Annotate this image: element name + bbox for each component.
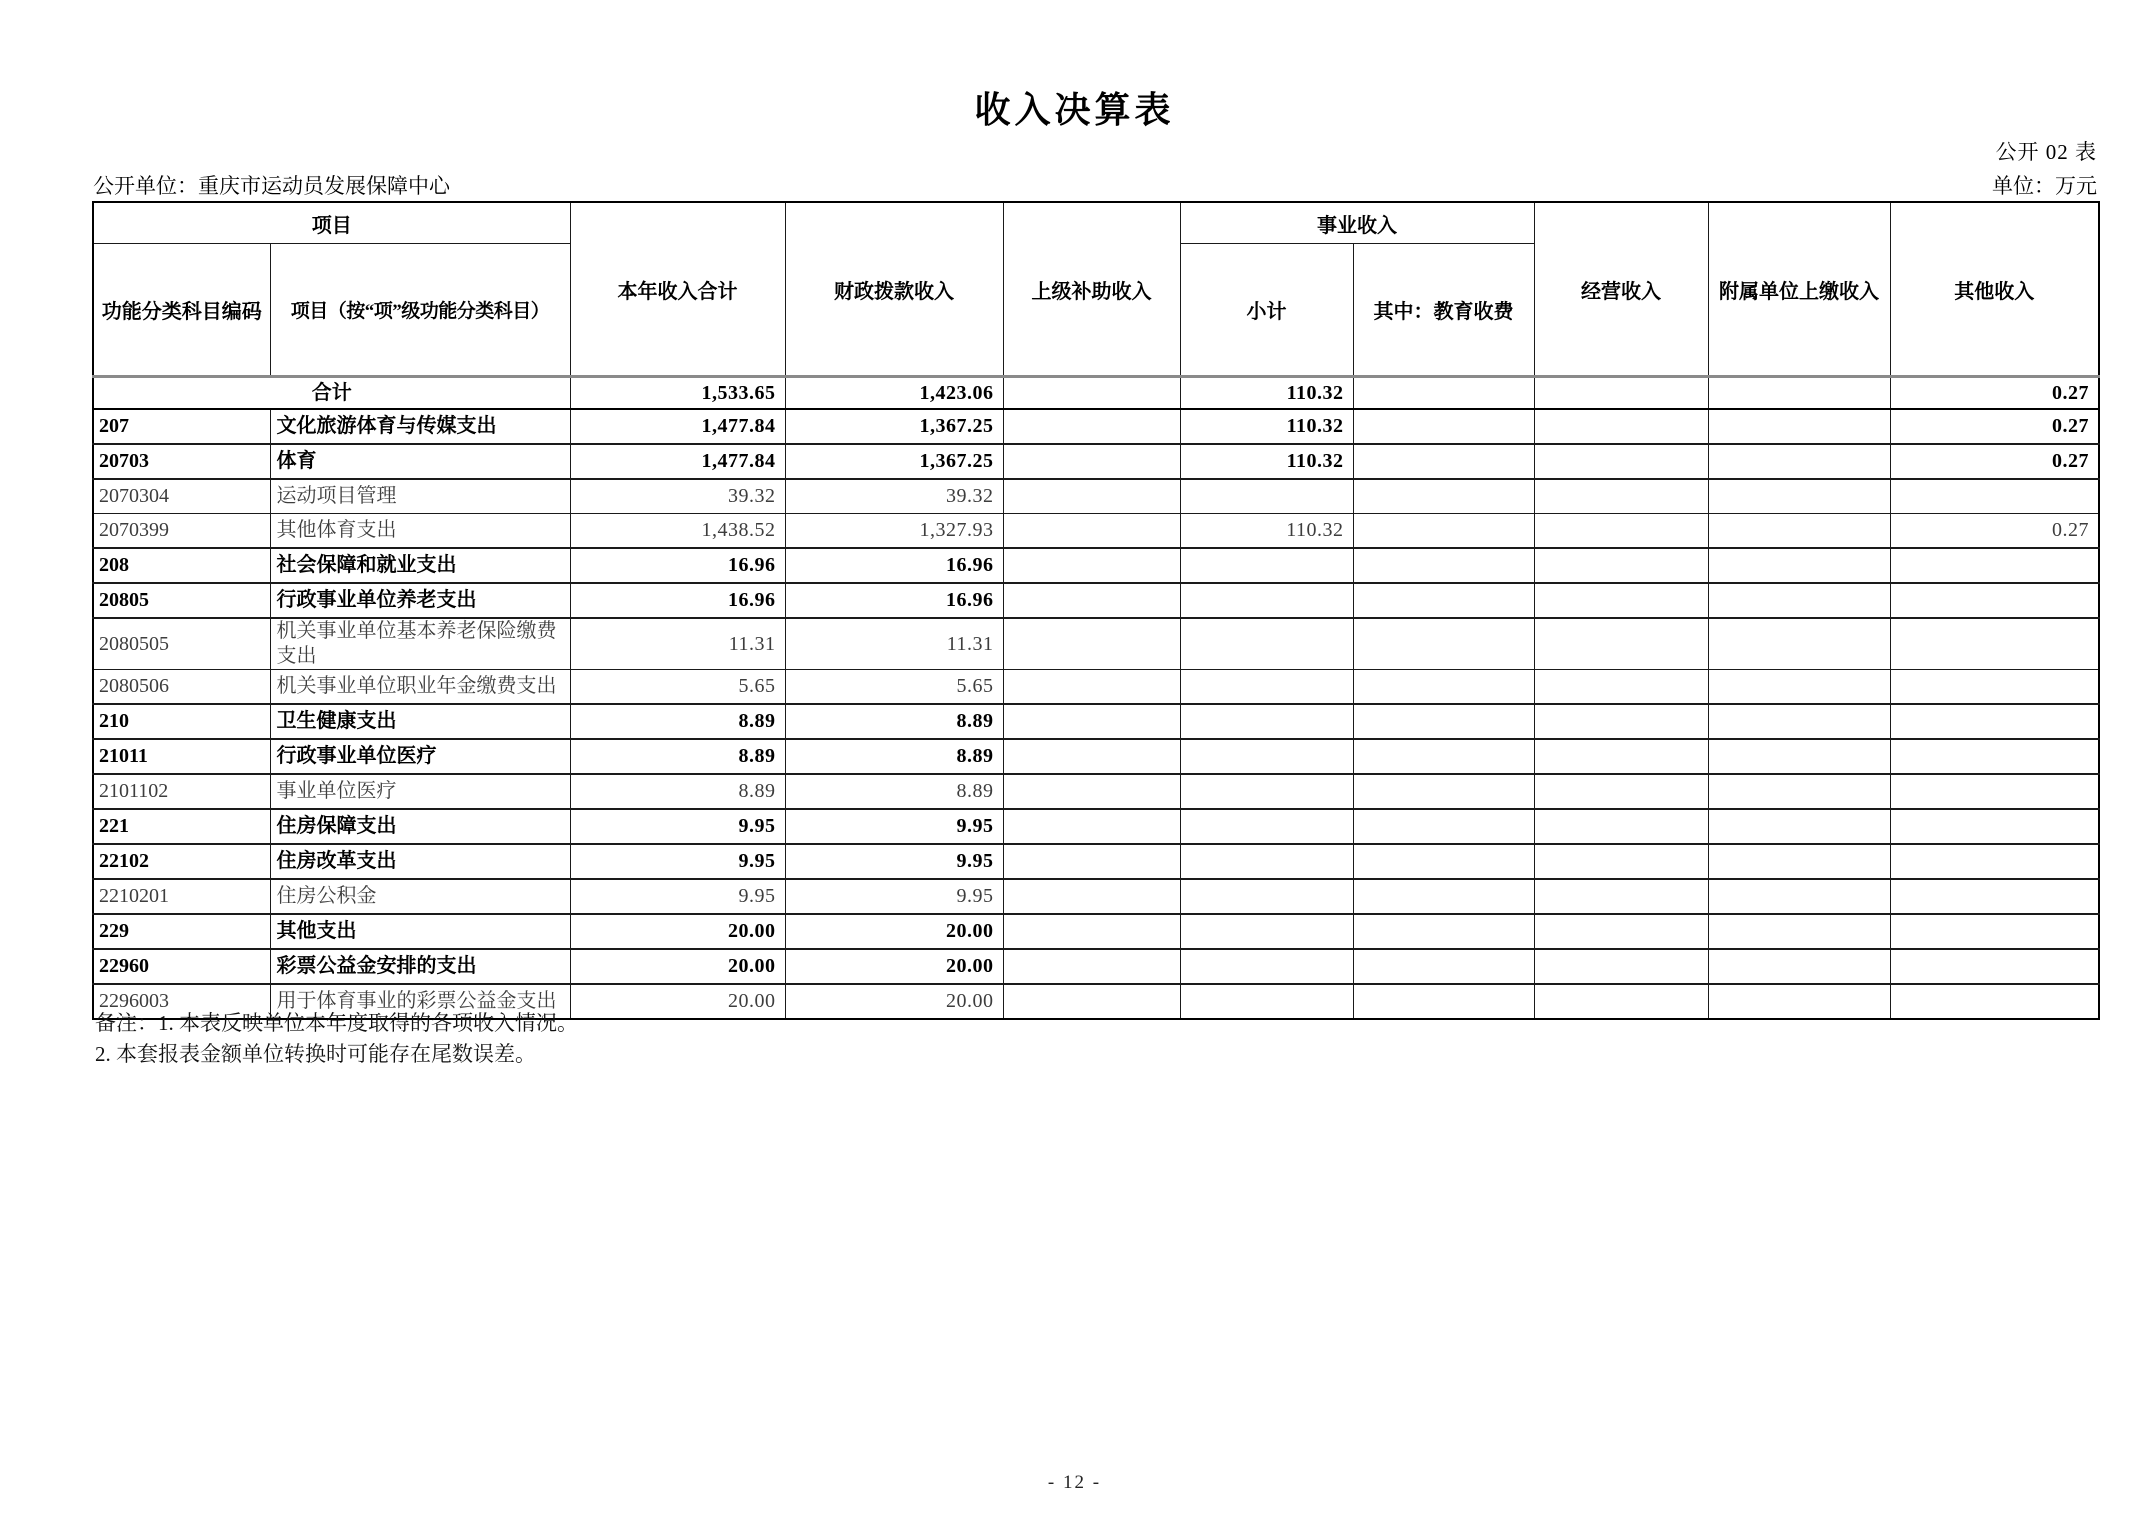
table-row: [93, 583, 2099, 618]
row-value: [1353, 704, 1534, 739]
row-value: [1180, 548, 1353, 583]
row-value: [1180, 914, 1353, 949]
row-value: [1003, 409, 1180, 444]
row-value: [1708, 949, 1890, 984]
row-value: [1003, 914, 1180, 949]
row-item: 机关事业单位职业年金缴费支出: [270, 670, 570, 705]
row-value: 5.65: [785, 670, 1003, 705]
row-value: 1,477.84: [570, 444, 785, 479]
row-value: [1534, 774, 1708, 809]
row-value: [1353, 844, 1534, 879]
row-value: [1003, 479, 1180, 514]
row-value: [1180, 739, 1353, 774]
row-value: [1180, 670, 1353, 705]
table-row: [93, 618, 2099, 670]
row-value: [1353, 583, 1534, 618]
header-function-code: 功能分类科目编码: [93, 244, 270, 377]
row-value: 20.00: [570, 984, 785, 1019]
row-item: 机关事业单位基本养老保险缴费支出: [270, 618, 570, 670]
row-value: [1003, 879, 1180, 914]
row-code: 21011: [93, 739, 270, 774]
row-value: [1003, 844, 1180, 879]
row-value: 1,327.93: [785, 514, 1003, 549]
row-value: [1534, 984, 1708, 1019]
table-body: [93, 377, 2099, 1020]
revenue-table: [92, 201, 2100, 1020]
row-item: 运动项目管理: [270, 479, 570, 514]
row-value: 8.89: [785, 774, 1003, 809]
row-value: 8.89: [785, 704, 1003, 739]
row-value: [1353, 949, 1534, 984]
row-value: [1003, 618, 1180, 670]
header-business-group: 事业收入: [1180, 202, 1534, 244]
row-value: [1534, 409, 1708, 444]
table-row: [93, 879, 2099, 914]
row-item: 其他体育支出: [270, 514, 570, 549]
row-value: [1353, 444, 1534, 479]
row-value: [1534, 514, 1708, 549]
row-value: [1180, 774, 1353, 809]
table-code-label: 公开 02 表: [1995, 140, 2097, 164]
row-value: 9.95: [785, 844, 1003, 879]
table-row: [93, 774, 2099, 809]
table-row: [93, 548, 2099, 583]
row-code: 2080505: [93, 618, 270, 670]
table-row: [93, 914, 2099, 949]
row-value: 20.00: [570, 949, 785, 984]
row-value: [1353, 879, 1534, 914]
row-value: [1890, 583, 2099, 618]
row-code: 2070304: [93, 479, 270, 514]
row-value: [1534, 583, 1708, 618]
row-code: 22102: [93, 844, 270, 879]
header-other-income: 其他收入: [1890, 202, 2099, 377]
row-value: [1534, 844, 1708, 879]
row-value: 16.96: [785, 548, 1003, 583]
header-item-name: 项目（按“项”级功能分类科目）: [270, 244, 570, 377]
table-row: [93, 377, 2099, 410]
footnotes: [95, 1008, 578, 1070]
header-fiscal-income: 财政拨款收入: [785, 202, 1003, 377]
row-code: 229: [93, 914, 270, 949]
row-value: [1353, 914, 1534, 949]
row-value: [1353, 618, 1534, 670]
header-subsidy-income: 上级补助收入: [1003, 202, 1180, 377]
row-value: 16.96: [570, 583, 785, 618]
row-value: [1534, 618, 1708, 670]
row-item: 体育: [270, 444, 570, 479]
table-row: [93, 809, 2099, 844]
row-value: 110.32: [1180, 377, 1353, 410]
header-affiliated-income: 附属单位上缴收入: [1708, 202, 1890, 377]
row-item: 住房公积金: [270, 879, 570, 914]
row-value: 11.31: [570, 618, 785, 670]
row-value: [1353, 514, 1534, 549]
row-value: [1708, 809, 1890, 844]
row-value: [1708, 444, 1890, 479]
row-value: 8.89: [785, 739, 1003, 774]
row-value: [1708, 844, 1890, 879]
row-value: [1890, 670, 2099, 705]
currency-unit-label: 单位：万元: [1992, 174, 2097, 198]
row-value: [1353, 409, 1534, 444]
row-value: [1003, 548, 1180, 583]
row-value: [1003, 809, 1180, 844]
row-value: [1708, 514, 1890, 549]
row-value: [1708, 670, 1890, 705]
row-value: [1534, 879, 1708, 914]
row-value: [1708, 774, 1890, 809]
row-code: 2080506: [93, 670, 270, 705]
row-value: 16.96: [570, 548, 785, 583]
row-code: 210: [93, 704, 270, 739]
row-item: 其他支出: [270, 914, 570, 949]
row-item: 社会保障和就业支出: [270, 548, 570, 583]
row-item: 事业单位医疗: [270, 774, 570, 809]
table-row: [93, 949, 2099, 984]
table-row: [93, 670, 2099, 705]
row-value: [1890, 739, 2099, 774]
row-value: 9.95: [785, 809, 1003, 844]
row-value: [1534, 444, 1708, 479]
row-value: 5.65: [570, 670, 785, 705]
row-value: [1708, 618, 1890, 670]
row-code: 20805: [93, 583, 270, 618]
row-value: 0.27: [1890, 409, 2099, 444]
row-value: [1353, 739, 1534, 774]
row-value: [1180, 479, 1353, 514]
row-item: 卫生健康支出: [270, 704, 570, 739]
row-value: 11.31: [785, 618, 1003, 670]
row-value: [1003, 704, 1180, 739]
row-value: [1353, 809, 1534, 844]
row-value: 110.32: [1180, 514, 1353, 549]
row-value: 8.89: [570, 739, 785, 774]
row-value: [1534, 670, 1708, 705]
row-value: [1890, 984, 2099, 1019]
row-code: 208: [93, 548, 270, 583]
row-value: [1353, 774, 1534, 809]
row-code: 20703: [93, 444, 270, 479]
row-value: [1003, 739, 1180, 774]
publisher-label: 公开单位：重庆市运动员发展保障中心: [93, 174, 450, 198]
footnote-line: 备注：1. 本表反映单位本年度取得的各项收入情况。: [95, 1011, 578, 1035]
row-value: 20.00: [785, 914, 1003, 949]
row-value: [1890, 618, 2099, 670]
table-row: [93, 409, 2099, 444]
row-value: 20.00: [570, 914, 785, 949]
row-value: [1708, 377, 1890, 410]
row-value: 0.27: [1890, 444, 2099, 479]
row-value: 20.00: [785, 949, 1003, 984]
row-value: [1180, 984, 1353, 1019]
row-value: [1353, 548, 1534, 583]
table-header: [93, 202, 2099, 377]
row-value: [1003, 377, 1180, 410]
row-code: 207: [93, 409, 270, 444]
row-value: [1180, 809, 1353, 844]
row-value: 9.95: [785, 879, 1003, 914]
row-code: 2296003: [93, 984, 270, 1019]
row-value: 9.95: [570, 879, 785, 914]
row-code: 2070399: [93, 514, 270, 549]
row-value: 9.95: [570, 844, 785, 879]
row-value: [1534, 377, 1708, 410]
row-value: [1890, 548, 2099, 583]
page-number: - 12 -: [1047, 1472, 1102, 1493]
row-code: 2101102: [93, 774, 270, 809]
row-value: [1180, 704, 1353, 739]
row-value: 39.32: [785, 479, 1003, 514]
row-value: [1534, 809, 1708, 844]
row-value: 1,423.06: [785, 377, 1003, 410]
row-item: 彩票公益金安排的支出: [270, 949, 570, 984]
row-value: [1708, 548, 1890, 583]
page-title: 收入决算表: [974, 90, 1175, 130]
row-value: 1,367.25: [785, 444, 1003, 479]
row-value: [1180, 949, 1353, 984]
row-value: 1,438.52: [570, 514, 785, 549]
table-row: [93, 704, 2099, 739]
row-value: 110.32: [1180, 409, 1353, 444]
row-value: [1353, 377, 1534, 410]
row-value: 20.00: [785, 984, 1003, 1019]
row-value: [1534, 739, 1708, 774]
row-item: 用于体育事业的彩票公益金支出: [270, 984, 570, 1019]
row-code: 22960: [93, 949, 270, 984]
header-total-income: 本年收入合计: [570, 202, 785, 377]
row-value: [1890, 879, 2099, 914]
table-row: [93, 479, 2099, 514]
row-value: [1708, 984, 1890, 1019]
row-code: 2210201: [93, 879, 270, 914]
row-value: [1180, 879, 1353, 914]
row-value: [1353, 479, 1534, 514]
row-value: 1,533.65: [570, 377, 785, 410]
row-value: [1180, 618, 1353, 670]
row-value: [1708, 739, 1890, 774]
row-value: [1534, 704, 1708, 739]
row-value: [1708, 914, 1890, 949]
row-value: [1890, 774, 2099, 809]
row-value: [1534, 479, 1708, 514]
row-value: [1890, 704, 2099, 739]
row-value: [1180, 844, 1353, 879]
row-value: 8.89: [570, 704, 785, 739]
row-value: [1708, 479, 1890, 514]
row-value: [1890, 809, 2099, 844]
row-item: 合计: [93, 377, 570, 410]
footnote-line: 2. 本套报表金额单位转换时可能存在尾数误差。: [95, 1042, 536, 1066]
row-value: 0.27: [1890, 514, 2099, 549]
row-value: [1003, 984, 1180, 1019]
row-value: [1353, 984, 1534, 1019]
header-operating-income: 经营收入: [1534, 202, 1708, 377]
row-item: 行政事业单位医疗: [270, 739, 570, 774]
header-education-fees: 其中：教育收费: [1353, 244, 1534, 377]
row-value: [1003, 774, 1180, 809]
row-value: 110.32: [1180, 444, 1353, 479]
row-code: 221: [93, 809, 270, 844]
row-value: [1890, 844, 2099, 879]
row-value: [1708, 879, 1890, 914]
table-row: [93, 514, 2099, 549]
row-value: 0.27: [1890, 377, 2099, 410]
table-row: [93, 444, 2099, 479]
row-value: 16.96: [785, 583, 1003, 618]
row-value: [1003, 670, 1180, 705]
table-row: [93, 844, 2099, 879]
row-value: [1003, 514, 1180, 549]
row-item: 住房保障支出: [270, 809, 570, 844]
row-value: [1534, 949, 1708, 984]
row-value: [1003, 444, 1180, 479]
row-value: [1353, 670, 1534, 705]
row-value: [1534, 914, 1708, 949]
row-value: [1708, 583, 1890, 618]
table-row: [93, 739, 2099, 774]
row-value: [1890, 949, 2099, 984]
header-business-subtotal: 小计: [1180, 244, 1353, 377]
row-value: [1708, 704, 1890, 739]
row-value: 1,477.84: [570, 409, 785, 444]
row-value: [1708, 409, 1890, 444]
row-value: [1534, 548, 1708, 583]
row-value: [1003, 949, 1180, 984]
row-item: 文化旅游体育与传媒支出: [270, 409, 570, 444]
row-value: 8.89: [570, 774, 785, 809]
row-value: 9.95: [570, 809, 785, 844]
row-value: 39.32: [570, 479, 785, 514]
row-value: [1180, 583, 1353, 618]
row-value: [1890, 914, 2099, 949]
row-item: 行政事业单位养老支出: [270, 583, 570, 618]
row-value: [1890, 479, 2099, 514]
row-item: 住房改革支出: [270, 844, 570, 879]
header-project-group: 项目: [93, 202, 570, 244]
row-value: [1003, 583, 1180, 618]
row-value: 1,367.25: [785, 409, 1003, 444]
